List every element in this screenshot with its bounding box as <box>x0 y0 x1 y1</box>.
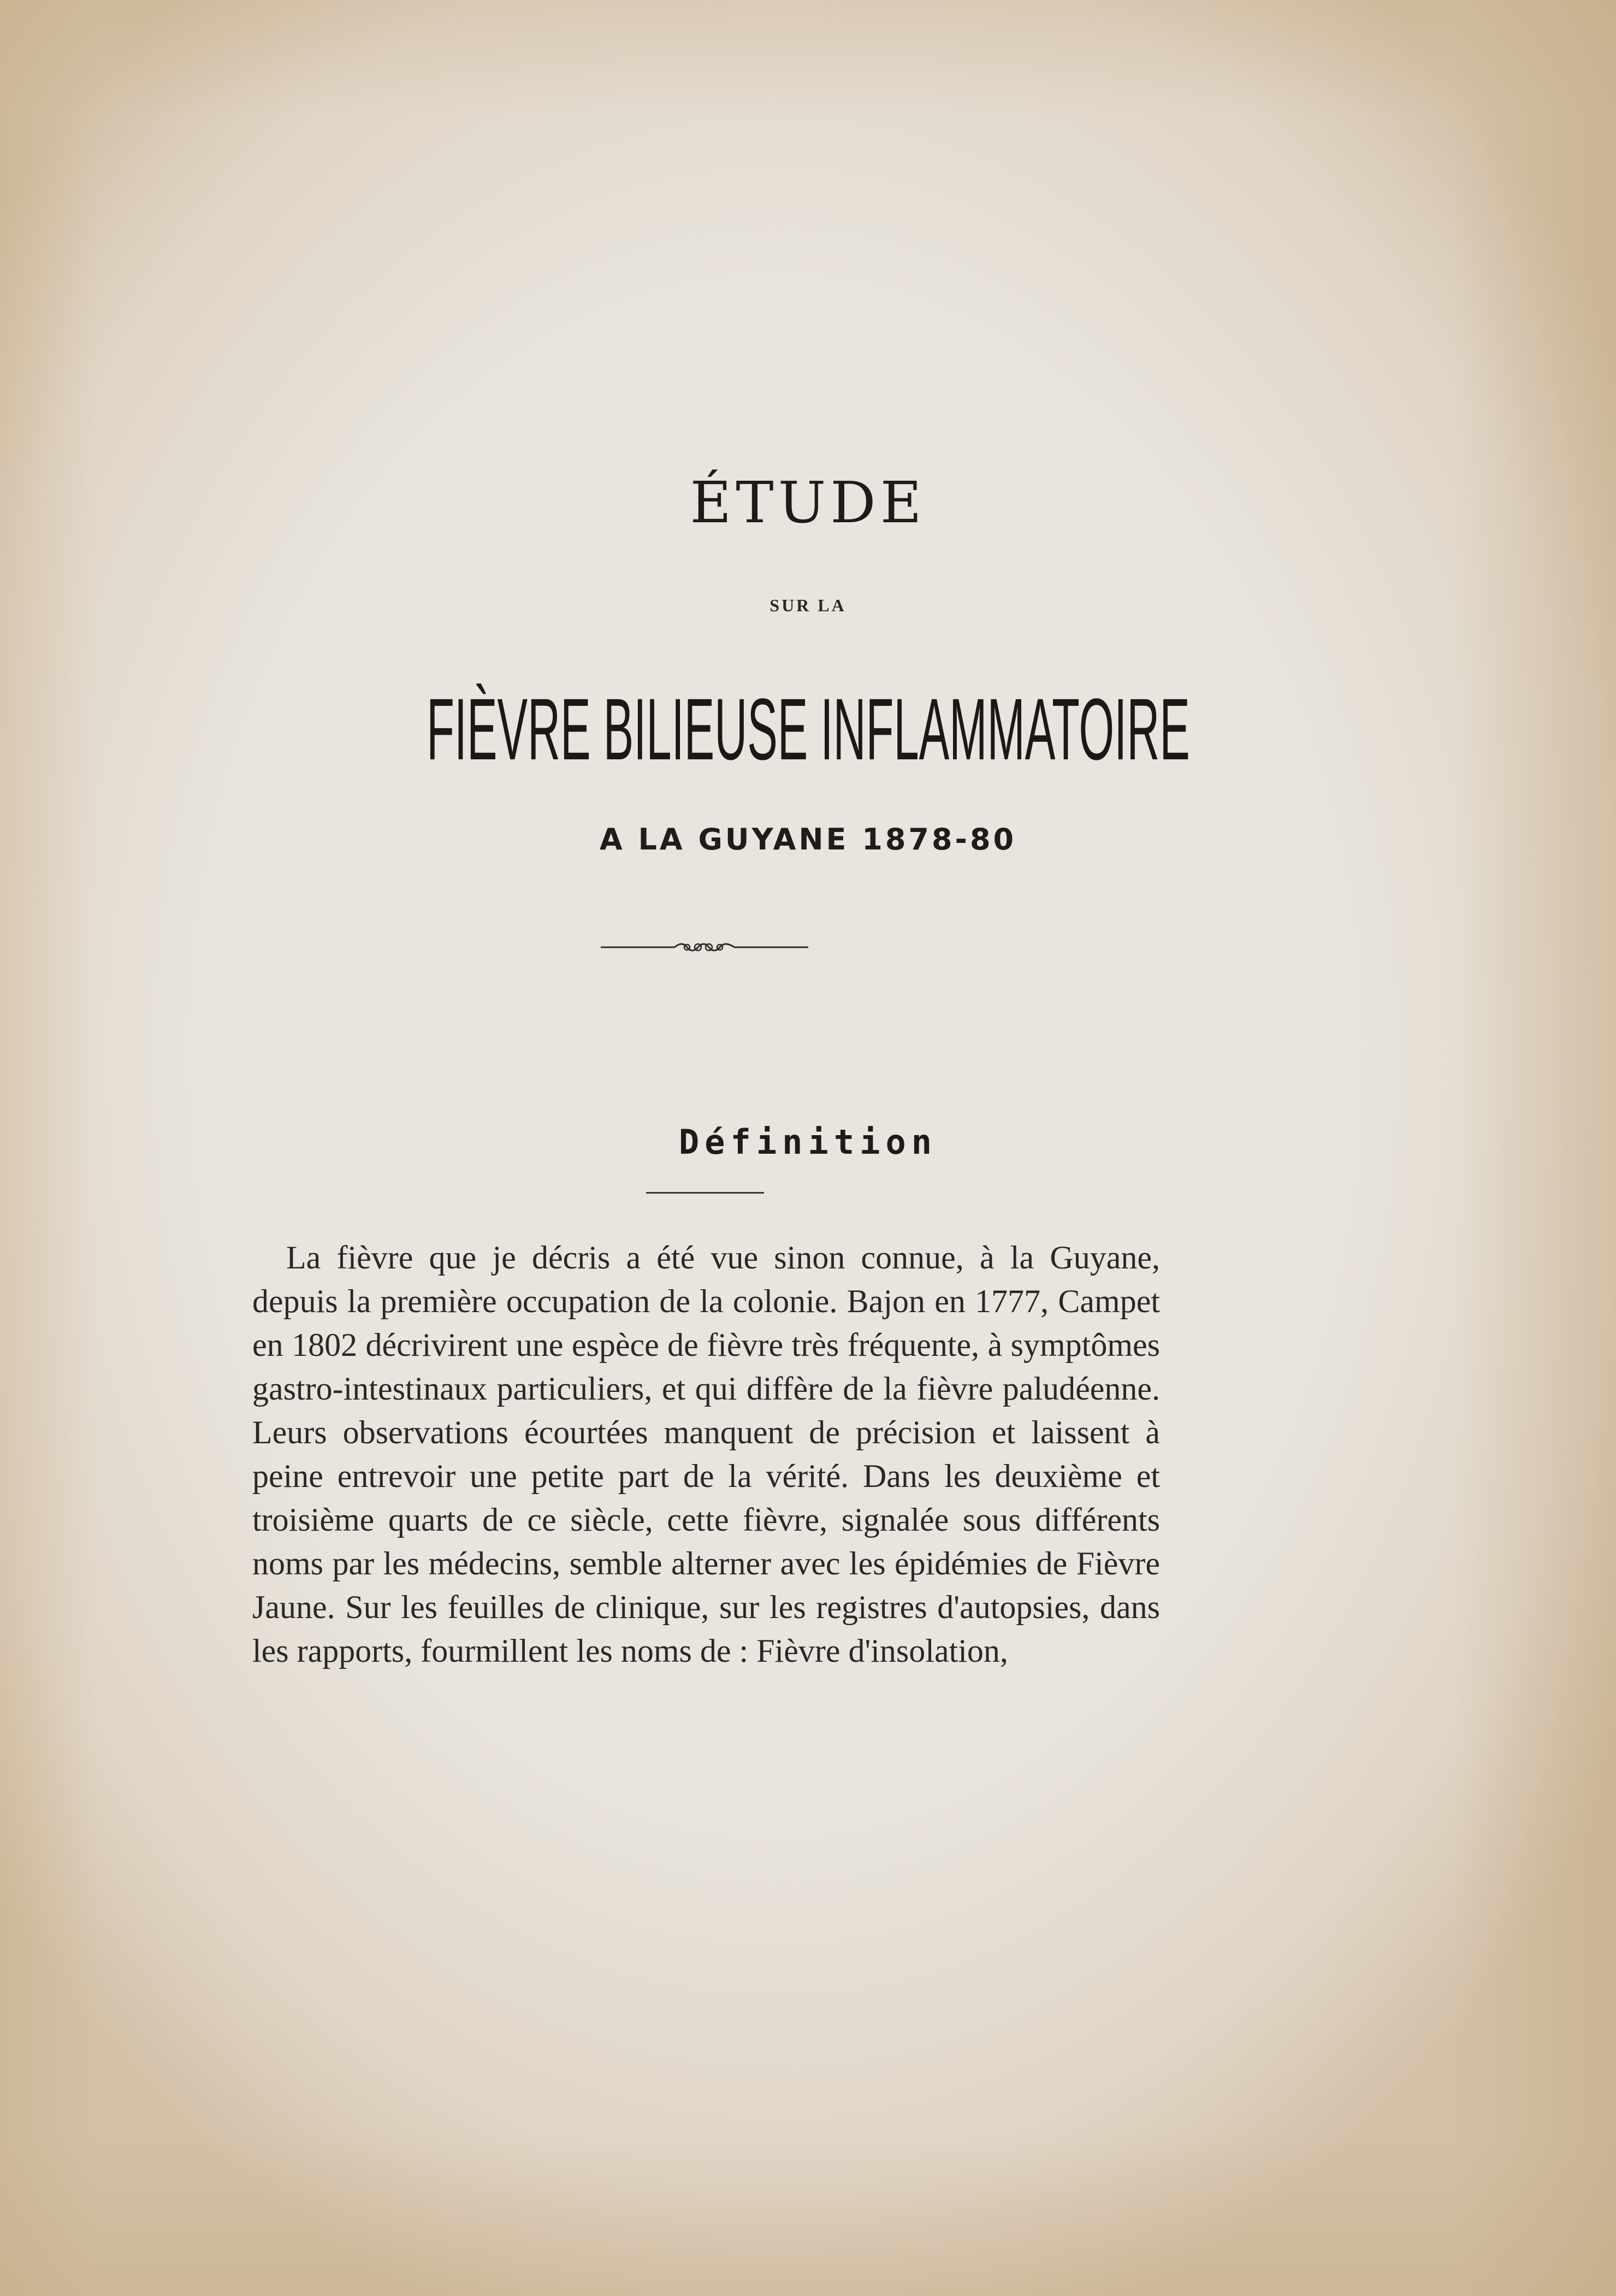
section-title: Définition <box>678 1122 938 1162</box>
decorative-ornament-rule-icon <box>601 935 808 959</box>
paragraph: La fièvre que je décris a été vue sinon connue, à la Guyane, depuis la première occupation de la colonie. Bajon en 1777, Campet en 1802 décrivirent une espèce de fièvre très fréquente, à symptômes gastro-intestinaux particuliers, et qui diffère de la fièvre paludéenne. Leurs observations écourtées manquent de précision et laissent à peine entrevoir une petite part de la vérité. Dans les deuxième et troisième quarts de ce siècle, cette fièvre, signalée sous différents noms par les médecins, semble alterner avec les épidémies de Fièvre Jaune. Sur les feuilles de clinique, sur les registres d'autopsies, dans les rapports, fourmillent les noms de : Fièvre d'insolation, <box>252 1240 1160 1669</box>
page-heading: ÉTUDE <box>690 469 926 536</box>
section-divider <box>646 1192 764 1194</box>
title-connector: SUR LA <box>769 595 847 615</box>
main-title <box>0 680 1616 778</box>
subtitle: A LA GUYANE 1878-80 <box>599 822 1017 857</box>
main-title-text: FIÈVRE BILIEUSE INFLAMMATOIRE <box>426 680 1190 778</box>
body-text <box>252 1236 1160 1673</box>
